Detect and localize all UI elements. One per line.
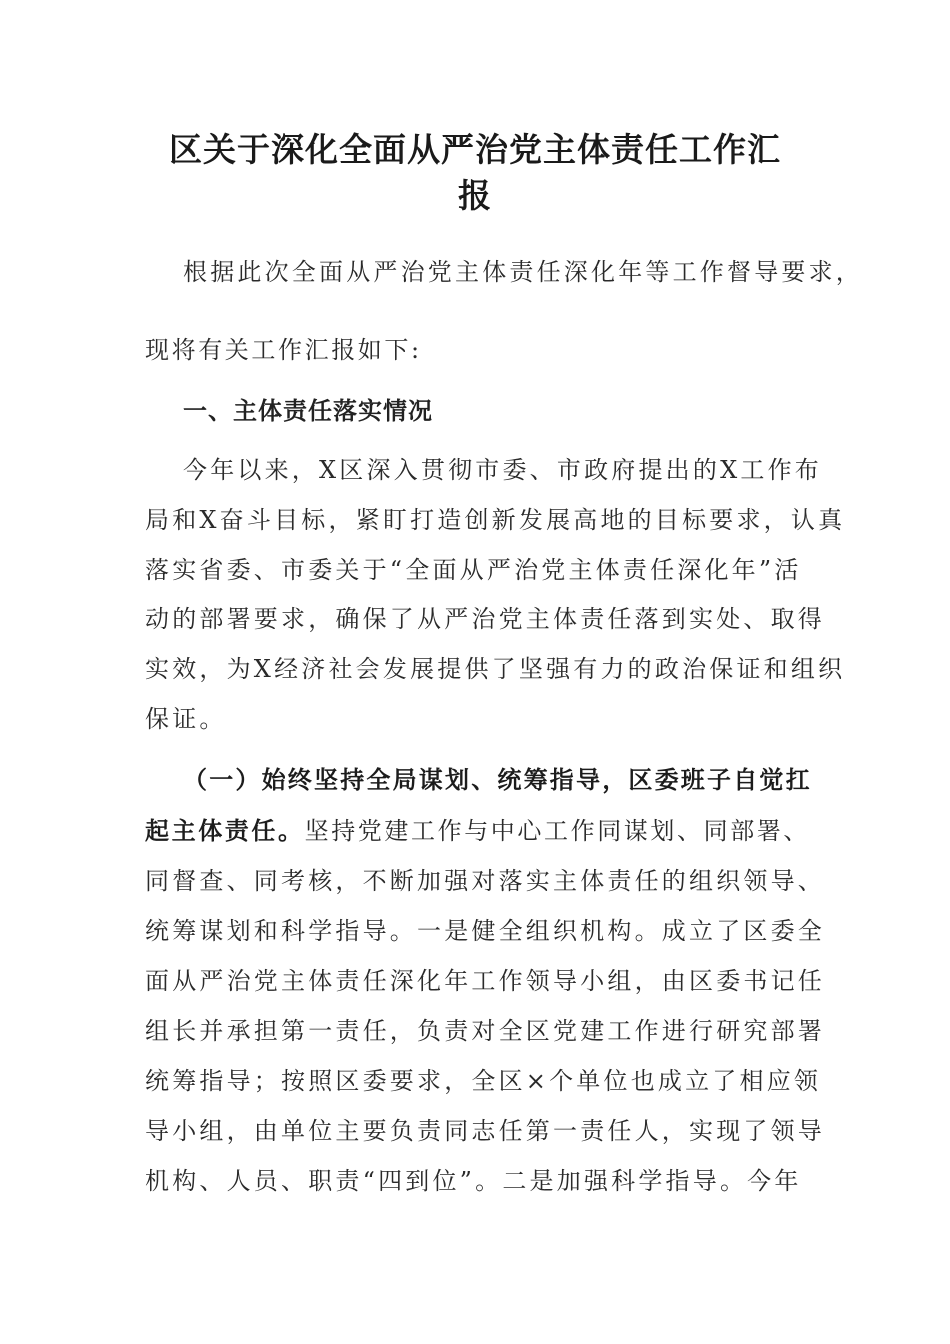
- document-title-line-1: 区关于深化全面从严治党主体责任工作汇: [169, 130, 781, 169]
- document-title-line-2: 报: [458, 176, 492, 215]
- subsection1-line-5: 面从严治党主体责任深化年工作领导小组，由区委书记任: [145, 967, 825, 995]
- section1-line-5: 实效，为X经济社会发展提供了坚强有力的政治保证和组织: [145, 655, 846, 683]
- subsection1-line-8: 导小组，由单位主要负责同志任第一责任人，实现了领导: [145, 1117, 825, 1145]
- section-heading-1: 一、主体责任落实情况: [183, 397, 433, 425]
- subsection1-line-4: 统筹谋划和科学指导。一是健全组织机构。成立了区委全: [145, 917, 825, 945]
- subsection1-line-9: 机构、人员、职责“四到位”。二是加强科学指导。今年: [145, 1167, 802, 1195]
- section1-line-2: 局和X奋斗目标，紧盯打造创新发展高地的目标要求，认真: [145, 506, 846, 534]
- subsection1-line-3: 同督查、同考核，不断加强对落实主体责任的组织领导、: [145, 867, 825, 895]
- subsection1-bold-lead: 起主体责任。: [145, 816, 305, 845]
- subsection1-line-6: 组长并承担第一责任，负责对全区党建工作进行研究部署: [145, 1017, 825, 1045]
- subsection1-bold-line-1: （一）始终坚持全局谋划、统筹指导，区委班子自觉扛: [183, 765, 812, 794]
- subsection1-line-2-text: 坚持党建工作与中心工作同谋划、同部署、: [304, 817, 811, 845]
- section1-line-6: 保证。: [145, 705, 227, 733]
- section1-line-4: 动的部署要求，确保了从严治党主体责任落到实处、取得: [145, 605, 825, 633]
- section1-line-1: 今年以来，X区深入贯彻市委、市政府提出的X工作布: [183, 456, 822, 484]
- intro-line-1: 根据此次全面从严治党主体责任深化年等工作督导要求，: [183, 258, 863, 286]
- intro-line-2: 现将有关工作汇报如下:: [145, 336, 422, 364]
- subsection1-line-2: [145, 813, 815, 849]
- subsection1-line-7: 统筹指导；按照区委要求，全区×个单位也成立了相应领: [145, 1067, 822, 1095]
- section1-line-3: 落实省委、市委关于“全面从严治党主体责任深化年”活: [145, 556, 802, 584]
